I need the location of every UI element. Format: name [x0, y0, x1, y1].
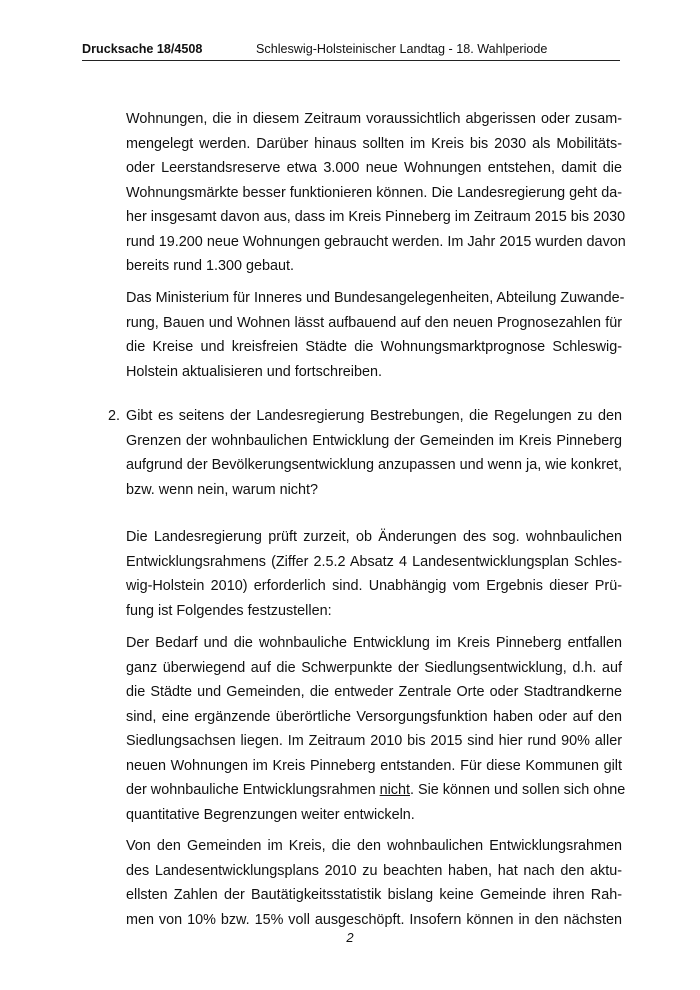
text-line: her insgesamt davon aus, dass im Kreis Pinneberg im Zeitraum 2015 bis 2030 — [126, 209, 626, 225]
text-line — [126, 778, 626, 803]
text-line: oder Leerstandsreserve etwa 3.000 neue Wohnungen entstehen, damit die — [126, 160, 622, 176]
text-line: wig-Holstein 2010) erforderlich sind. Unabhängig vom Ergebnis dieser Prü- — [126, 578, 622, 594]
question-text — [126, 404, 622, 502]
text-line: Grenzen der wohnbaulichen Entwicklung der Gemeinden im Kreis Pinneberg — [126, 432, 622, 449]
text-line: rung, Bauen und Wohnen lässt aufbauend auf den neuen Prognosezahlen für — [126, 314, 622, 331]
text-line: Gibt es seitens der Landesregierung Bestrebungen, die Regelungen zu den — [126, 408, 622, 424]
page-number: 2 — [346, 930, 354, 945]
text-line: Holstein aktualisieren und fortschreiben. — [126, 363, 382, 380]
text-line: Entwicklungsrahmens (Ziffer 2.5.2 Absatz 4 Landesentwicklungsplan Schles- — [126, 553, 622, 570]
page-header — [82, 42, 620, 60]
text-fragment: der wohnbauliche Entwicklungsrahmen — [126, 782, 380, 798]
text-line: Siedlungsachsen liegen. Im Zeitraum 2010 bis 2015 sind hier rund 90% aller — [126, 733, 622, 749]
text-line: sind, eine ergänzende überörtliche Versorgungsfunktion haben oder auf den — [126, 708, 622, 725]
text-line: quantitative Begrenzungen weiter entwickeln. — [126, 806, 415, 823]
text-line: Wohnungen, die in diesem Zeitraum voraussichtlich abgerissen oder zusam- — [126, 111, 622, 127]
text-line: Wohnungsmärkte besser funktionieren können. Die Landesregierung geht da- — [126, 184, 622, 201]
text-line: fung ist Folgendes festzustellen: — [126, 602, 332, 619]
parliament-title: Schleswig-Holsteinischer Landtag - 18. Wahlperiode — [256, 42, 548, 56]
text-line: bereits rund 1.300 gebaut. — [126, 258, 295, 274]
paragraph-housing-demand — [126, 107, 626, 279]
text-line: Die Landesregierung prüft zurzeit, ob Änderungen des sog. wohnbaulichen — [126, 529, 622, 545]
text-line: Von den Gemeinden im Kreis, die den wohnbaulichen Entwicklungsrahmen — [126, 838, 622, 854]
text-line: rund 19.200 neue Wohnungen gebraucht werden. Im Jahr 2015 wurden davon — [126, 233, 626, 250]
text-line: die Städte und Gemeinden, die entweder Zentrale Orte oder Stadtrandkerne — [126, 684, 622, 700]
text-line: aufgrund der Bevölkerungsentwicklung anzupassen und wenn ja, wie konkret, — [126, 457, 622, 473]
text-line: ellsten Zahlen der Bautätigkeitsstatistik bislang keine Gemeinde ihren Rah- — [126, 887, 622, 903]
paragraph-review — [126, 525, 622, 623]
paragraph-development — [126, 631, 626, 827]
text-line: neuen Wohnungen im Kreis Pinneberg entstanden. Für diese Kommunen gilt — [126, 757, 622, 774]
text-line: mengelegt werden. Darüber hinaus sollten im Kreis bis 2030 als Mobilitäts- — [126, 135, 622, 152]
text-line: die Kreise und kreisfreien Städte die Wohnungsmarktprognose Schleswig- — [126, 339, 622, 355]
text-line: men von 10% bzw. 15% voll ausgeschöpft. Insofern können in den nächsten — [126, 911, 622, 928]
text-line: bzw. wenn nein, warum nicht? — [126, 481, 318, 498]
underlined-word: nicht — [379, 782, 410, 798]
text-line: ganz überwiegend auf die Schwerpunkte der Siedlungsentwicklung, d.h. auf — [126, 659, 622, 676]
text-line: des Landesentwicklungsplans 2010 zu beachten haben, hat nach den aktu- — [126, 862, 622, 879]
text-line: Der Bedarf und die wohnbauliche Entwicklung im Kreis Pinneberg entfallen — [126, 635, 622, 651]
paragraph-ministry — [126, 286, 625, 384]
header-divider — [82, 60, 620, 61]
paragraph-municipalities — [126, 834, 622, 932]
document-number: Drucksache 18/4508 — [82, 42, 203, 56]
text-fragment: . Sie können und sollen sich ohne — [410, 782, 626, 798]
text-line: Das Ministerium für Inneres und Bundesangelegenheiten, Abteilung Zuwande- — [126, 290, 625, 306]
question-number: 2. — [108, 408, 121, 424]
